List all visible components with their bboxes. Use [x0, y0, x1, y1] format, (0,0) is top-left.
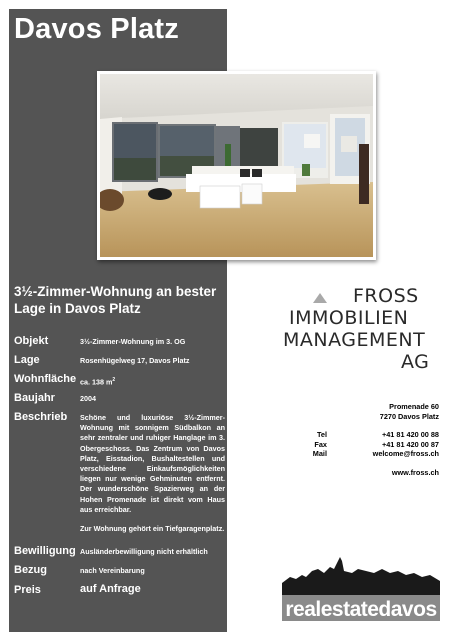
apartment-photo-frame: [97, 71, 376, 260]
contact-fax-value: +41 81 420 00 87: [381, 439, 439, 449]
contact-fax-row: [299, 440, 439, 450]
skyline-silhouette-icon: [282, 557, 440, 595]
listing-headline-line1: 3½-Zimmer-Wohnung an bester: [14, 284, 217, 299]
apartment-photo: [100, 74, 373, 257]
area-unit-superscript: 2: [112, 377, 116, 383]
company-logo: [283, 283, 443, 383]
contact-fax-label: Fax: [314, 439, 327, 449]
detail-label: Bezug: [14, 564, 47, 576]
contact-address-street: Promenade 60: [389, 402, 439, 411]
contact-address-city: 7270 Davos Platz: [379, 411, 439, 421]
listing-headline: [14, 283, 229, 317]
detail-value: auf Anfrage: [80, 583, 141, 595]
listing-headline-line2: Lage in Davos Platz: [14, 301, 141, 316]
contact-mail-value: welcome@fross.ch: [372, 449, 439, 459]
contact-tel-row: [299, 430, 439, 440]
area-value: ca. 138 m: [80, 377, 113, 387]
realestatedavos-logo: [282, 555, 440, 621]
contact-tel-value: +41 81 420 00 88: [381, 430, 439, 440]
detail-value: nach Vereinbarung: [80, 566, 145, 575]
detail-label: Lage: [14, 354, 40, 366]
contact-tel-label: Tel: [316, 430, 327, 440]
description-text: [80, 413, 225, 534]
detail-value: [80, 375, 225, 388]
logo-text-line3: MANAGEMENT: [283, 329, 426, 351]
contact-block: [299, 402, 439, 478]
detail-value: Rosenhügelweg 17, Davos Platz: [80, 356, 190, 365]
contact-mail-label: Mail: [312, 449, 327, 459]
detail-value: Ausländerbewilligung nicht erhältlich: [80, 547, 208, 556]
detail-label: Baujahr: [14, 392, 55, 404]
description-paragraph-2: Zur Wohnung gehört ein Tiefgaragenplatz.: [80, 524, 225, 534]
detail-value: 2004: [80, 394, 96, 403]
logo-text-line2: IMMOBILIEN: [289, 307, 409, 329]
detail-label: Beschrieb: [14, 411, 68, 423]
detail-label: Bewilligung: [14, 545, 76, 557]
contact-website: www.fross.ch: [391, 467, 439, 477]
detail-label: Objekt: [14, 335, 49, 347]
detail-value: 3½-Zimmer-Wohnung im 3. OG: [80, 337, 186, 346]
detail-label: Preis: [14, 584, 41, 596]
footer-logo-text: realestatedavos: [285, 598, 437, 621]
logo-text-line1: FROSS: [353, 285, 419, 307]
description-paragraph-1: Schöne und luxuriöse 3½-Zimmer-Wohnung mit sonnigem Südbalkon an sehr zentraler und ruhiger Hanglage im 3. Obergeschoss. Das Zentrum von Davos Platz, Eisstadion, Bushaltestellen und verschiedene Einkaufsmöglichkeiten liegen nur wenige Gehminuten entfernt. Der wunderschöne Spazierweg an der Hohen Promenade ist direkt vom Haus aus erreichbar.: [80, 413, 225, 514]
logo-text-line4: AG: [401, 351, 430, 373]
detail-label: Wohnfläche: [14, 373, 77, 385]
page-title: Davos Platz: [14, 13, 179, 45]
contact-mail-row: [299, 449, 439, 459]
logo-triangle-icon: [313, 293, 327, 303]
